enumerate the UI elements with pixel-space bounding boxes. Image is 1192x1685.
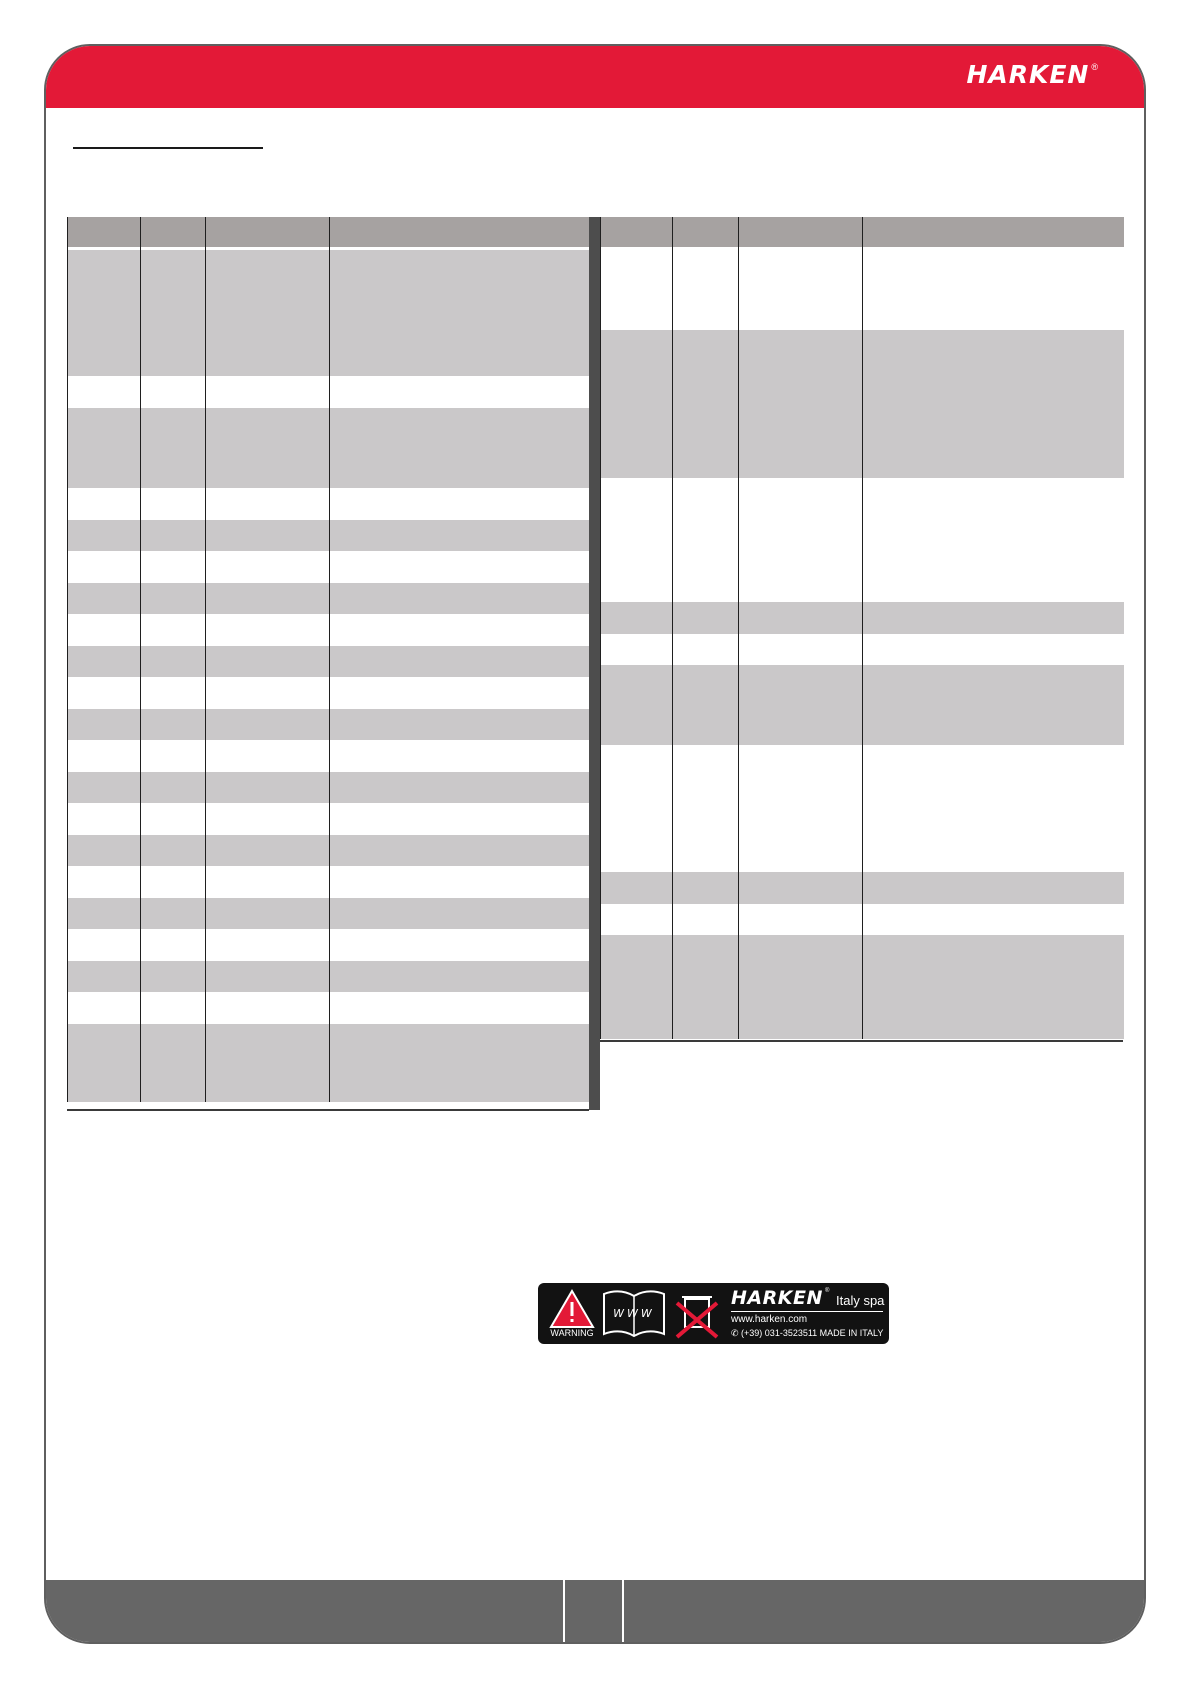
table-row	[68, 488, 590, 520]
table-row	[68, 835, 590, 866]
table-row	[601, 634, 1124, 665]
header-cell	[68, 217, 141, 247]
harken-logo	[966, 60, 1098, 94]
table-row	[68, 250, 590, 376]
table-row	[601, 745, 1124, 872]
label-brand-logo: HARKEN	[731, 1287, 823, 1309]
table-row	[601, 904, 1124, 935]
table-row	[68, 929, 590, 961]
logo-wordmark: HARKEN	[966, 60, 1090, 89]
header-cell	[673, 217, 739, 247]
table-bottom-rule	[67, 1109, 589, 1111]
header-cell	[601, 217, 673, 247]
table-bottom-rule	[600, 1040, 1123, 1042]
header-cell	[863, 217, 1124, 247]
footer-divider-left	[563, 1580, 565, 1642]
table-row	[68, 614, 590, 646]
header-cell	[206, 217, 330, 247]
table-row	[68, 1024, 590, 1102]
product-label-sticker	[538, 1283, 889, 1344]
label-phone-line: ✆ (+39) 031-3523511 MADE IN ITALY	[731, 1328, 884, 1338]
book-www-text: WWW	[613, 1307, 655, 1320]
table-header-row	[601, 217, 1124, 247]
registered-mark: ®	[1091, 62, 1098, 72]
table-row	[68, 646, 590, 677]
crossed-bin-icon	[673, 1289, 721, 1339]
parts-table-left	[67, 217, 590, 1102]
table-row	[601, 602, 1124, 634]
table-row	[601, 935, 1124, 1039]
table-row	[68, 583, 590, 614]
table-row	[68, 376, 590, 408]
label-website: www.harken.com	[731, 1314, 808, 1325]
table-row	[68, 740, 590, 772]
table-row	[68, 866, 590, 898]
page-footer	[46, 1580, 1144, 1642]
table-row	[601, 250, 1124, 330]
label-divider	[731, 1311, 883, 1312]
table-row	[601, 872, 1124, 904]
label-company-name: Italy spa	[836, 1293, 885, 1308]
table-row	[68, 992, 590, 1024]
table-row	[68, 803, 590, 835]
table-row	[68, 408, 590, 488]
table-row	[68, 677, 590, 709]
label-registered-mark: ®	[825, 1288, 830, 1294]
table-row	[68, 520, 590, 551]
warning-triangle-icon	[549, 1289, 595, 1329]
page-header	[46, 46, 1144, 108]
table-row	[601, 478, 1124, 602]
table-row	[68, 898, 590, 929]
header-cell	[330, 217, 590, 247]
table-row	[68, 551, 590, 583]
table-separator	[589, 217, 600, 1110]
table-row	[68, 961, 590, 992]
footer-divider-right	[622, 1580, 624, 1642]
header-cell	[739, 217, 863, 247]
parts-table-right	[600, 217, 1124, 1039]
table-row	[601, 330, 1124, 478]
table-row	[601, 665, 1124, 745]
header-cell	[141, 217, 206, 247]
section-title-underline	[73, 147, 263, 149]
table-header-row	[68, 217, 590, 247]
table-row	[68, 772, 590, 803]
table-row	[68, 709, 590, 740]
warning-label: WARNING	[550, 1328, 594, 1338]
